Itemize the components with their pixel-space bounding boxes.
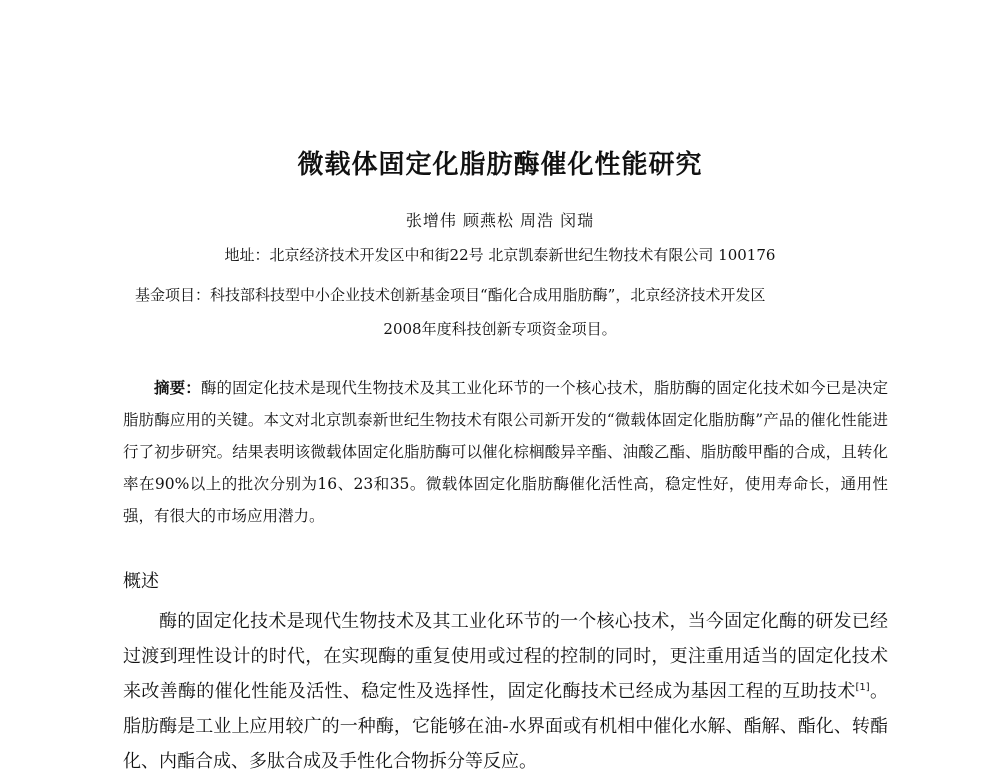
reference-mark: [1] bbox=[855, 682, 870, 693]
section-heading-overview: 概述 bbox=[123, 571, 159, 592]
overview-paragraph bbox=[123, 604, 888, 779]
overview-text-part2: 。脂肪酶是工业上应用较广的一种酶，它能够在油-水界面或有机相中催化水解、酯解、酯化、转酯化、内酯合成、多肽合成及手性化合物拆分等反应。 bbox=[123, 681, 889, 772]
abstract-text: 酶的固定化技术是现代生物技术及其工业化环节的一个核心技术，脂肪酶的固定化技术如今已是决定脂肪酶应用的关键。本文对北京凯泰新世纪生物技术有限公司新开发的“微载体固定化脂肪酶”产品的催化性能进行了初步研究。结果表明该微载体固定化脂肪酶可以催化棕榈酸异辛酯、油酸乙酯、脂肪酸甲酯的合成，且转化率在90%以上的批次分别为16、23和35。微载体固定化脂肪酶催化活性高，稳定性好，使用寿命长，通用性强，有很大的市场应用潜力。 bbox=[123, 379, 888, 525]
abstract-label: 摘要： bbox=[154, 378, 201, 397]
abstract-paragraph bbox=[123, 372, 888, 532]
paper-title: 微载体固定化脂肪酶催化性能研究 bbox=[297, 150, 703, 180]
author-list: 张增伟 顾燕松 周浩 闵瑞 bbox=[405, 211, 595, 230]
overview-text-part1: 酶的固定化技术是现代生物技术及其工业化环节的一个核心技术，当今固定化酶的研发已经过渡到理性设计的时代，在实现酶的重复使用或过程的控制的同时，更注重用适当的固定化技术来改善酶的催化性能及活性、稳定性及选择性，固定化酶技术已经成为基因工程的互助技术 bbox=[123, 611, 888, 702]
affiliation-address: 地址：北京经济技术开发区中和街22号 北京凯泰新世纪生物技术有限公司 100176 bbox=[224, 246, 776, 264]
funding-line-2: 2008年度科技创新专项资金项目。 bbox=[383, 320, 617, 338]
funding-line-1: 基金项目：科技部科技型中小企业技术创新基金项目“酯化合成用脂肪酶”，北京经济技术开发区 bbox=[135, 286, 766, 304]
